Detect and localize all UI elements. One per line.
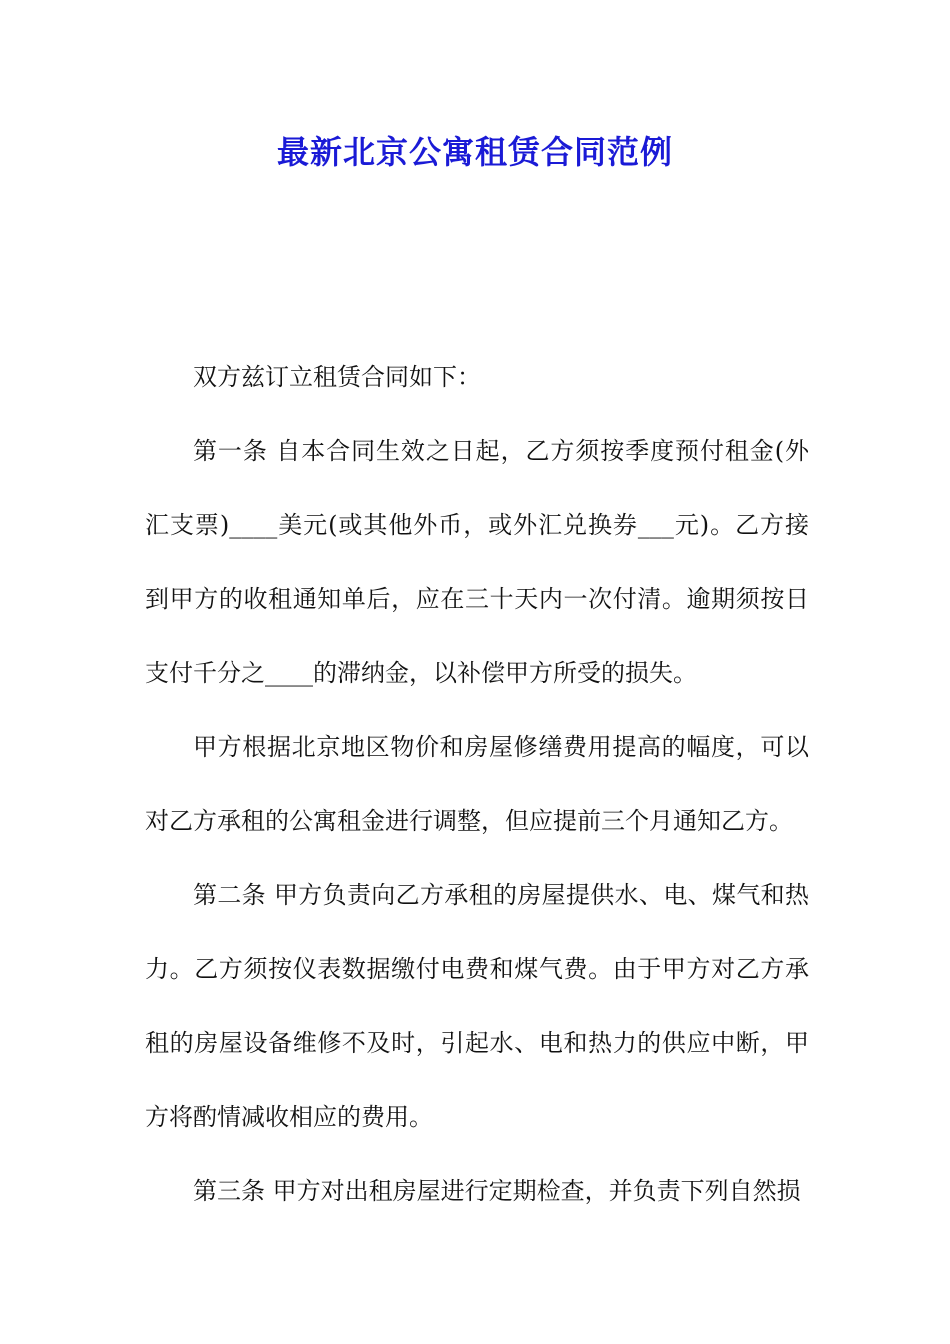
paragraph-article-3: 第三条 甲方对出租房屋进行定期检查，并负责下列自然损 [193, 1177, 801, 1205]
document-title: 最新北京公寓租赁合同范例 [276, 133, 673, 171]
paragraph-rent-adjustment: 甲方根据北京地区物价和房屋修缮费用提高的幅度，可以对乙方承租的公寓租金进行调整，但应提前三个月通知乙方。 [145, 733, 809, 835]
document-body [145, 340, 809, 1228]
paragraph-article-2: 第二条 甲方负责向乙方承租的房屋提供水、电、煤气和热力。乙方须按仪表数据缴付电费和煤气费。由于甲方对乙方承租的房屋设备维修不及时，引起水、电和热力的供应中断，甲方将酌情减收相应的费用。 [145, 881, 809, 1131]
paragraph-intro: 双方兹订立租赁合同如下： [193, 363, 481, 391]
paragraph-article-1: 第一条 自本合同生效之日起，乙方须按季度预付租金(外汇支票)____美元(或其他外币，或外汇兑换券___元)。乙方接到甲方的收租通知单后，应在三十天内一次付清。逾期须按日支付千分之____的滞纳金，以补偿甲方所受的损失。 [145, 437, 809, 687]
